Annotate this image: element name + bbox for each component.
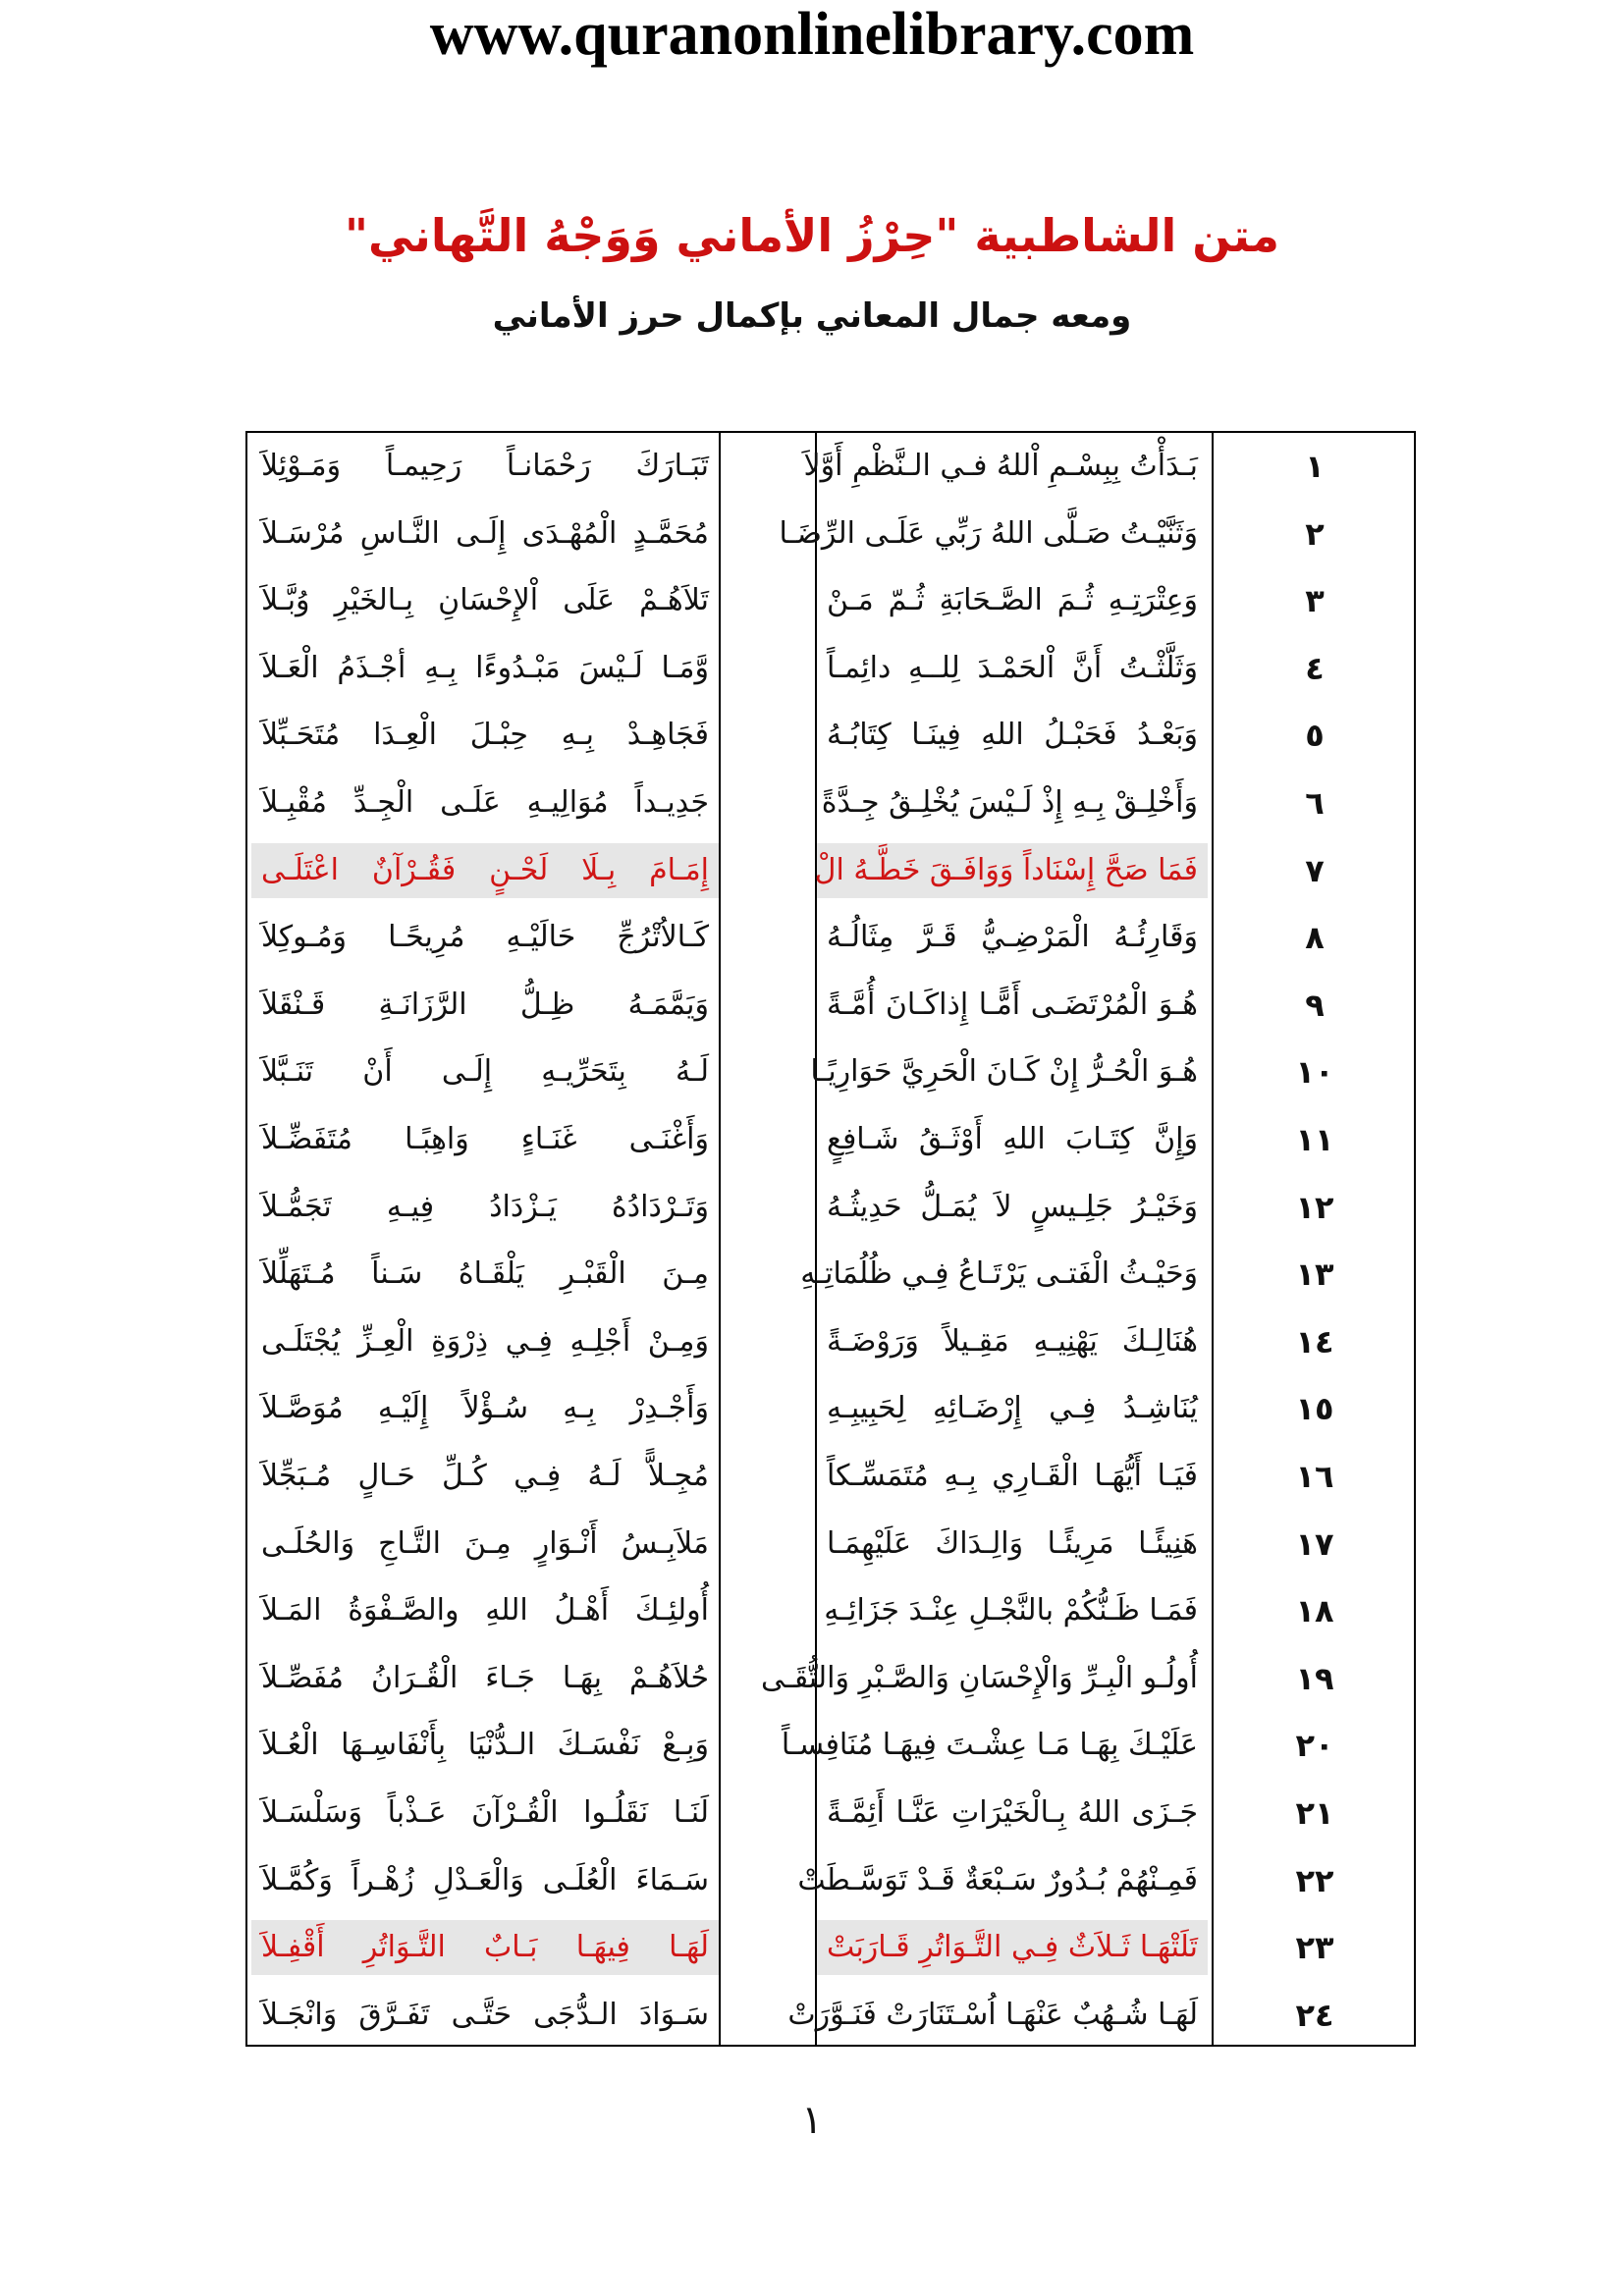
verse-first-hemistich: فَمِـنْهُمْ بُـدُورٌ سَـبْعَةٌ قَـدْ تَوَسَّـطَتْ — [797, 1862, 1198, 1897]
verse-first-hemistich: تَلَتْهَـا ثَـلاَثٌ فِـي التَّـوَاتُرِ قَـارَبَتْ — [817, 1920, 1208, 1975]
verse-row — [247, 1914, 1414, 1982]
verse-second-hemistich: وَمِـنْ أَجْلِـهِ فِـي ذِرْوَةِ الْعِـزِّ يُجْتَلَـى — [261, 1323, 709, 1359]
verse-rows — [247, 433, 1414, 2045]
verse-number: ٢ — [1305, 514, 1325, 553]
verse-number: ١٠ — [1295, 1053, 1334, 1092]
verse-first-hemistich: هَنِيئًـا مَرِيئًـا وَالِـدَاكَ عَلَيْهِمَـا — [827, 1525, 1198, 1561]
verse-first-hemistich: وَخَيْـرُ جَلِـيسٍ لاَ يُمَـلُّ حَدِيثُـهُ — [827, 1189, 1198, 1224]
verse-row — [247, 972, 1414, 1040]
verse-second-hemistich: كَـالاُتْرُجِّ حَالَيْـهِ مُرِيحًـا وَمُـوكِلاَ — [261, 920, 709, 955]
verse-second-hemistich: لَهَـا فِيهَـا بَـابٌ التَّـوَاتُرِ أَقْفِـلاَ — [251, 1920, 719, 1975]
verse-first-hemistich: هُـوَ الْمُرْتَضَـى أَمًّـا إِذاكَـانَ أُمَّـةً — [827, 987, 1198, 1022]
verse-number: ١٦ — [1295, 1458, 1334, 1495]
verse-second-hemistich: وَأَجْـدِرْ بِـهِ سُـؤْلاً إِلَيْـهِ مُوَصَّـلاَ — [261, 1391, 709, 1426]
verse-first-hemistich: فَمَـا ظَـنُّكُمْ بالنَّجْـلِ عِنْـدَ جَزَائِـهِ — [824, 1593, 1198, 1629]
verse-second-hemistich: سَـوَادَ الـدُّجَى حَتَّـى تَفَـرَّقَ وَانْجَـلاَ — [261, 1997, 709, 2032]
verse-number: ١٨ — [1295, 1592, 1334, 1630]
verse-number: ٤ — [1305, 649, 1325, 687]
verse-second-hemistich: تَلاَهُـمْ عَلَى اْلإِحْسَانِ بِـالخَيْرِ وُبَّـلاَ — [261, 583, 709, 618]
verse-number: ٢٠ — [1295, 1727, 1334, 1765]
verse-first-hemistich: عَلَيْـكَ بِهَـا مَـا عِشْـتَ فِيهَـا مُنَافِسـاً — [781, 1728, 1198, 1763]
verse-number: ١٥ — [1295, 1390, 1334, 1428]
verse-number: ١٩ — [1295, 1659, 1334, 1697]
verse-row — [247, 1241, 1414, 1308]
verse-row — [247, 1780, 1414, 1847]
verse-first-hemistich: وَثَلَّثْـتُ أَنَّ اْلحَمْـدَ لِلــهِ دائِمـاً — [827, 650, 1198, 685]
verse-second-hemistich: جَدِيـداً مُوَالِيـهِ عَلَـى الْجِـدِّ مُقْبِـلاَ — [261, 785, 709, 820]
verse-first-hemistich: وَأَخْلِـقْ بِـهِ إِذْ لَـيْسَ يُخْلِـقُ جِـدَّةً — [821, 785, 1198, 820]
verse-second-hemistich: حُلاَهُـمْ بِهَـا جَـاءَ الْقُـرَانُ مُفَصِّـلاَ — [261, 1660, 709, 1695]
verse-row — [247, 770, 1414, 837]
verse-number: ٨ — [1305, 919, 1325, 957]
verse-first-hemistich: جَـزَى اللهُ بِـالْخَيْرَاتِ عَنَّـا أَئِمَّـةً — [827, 1795, 1198, 1830]
verse-row — [247, 1443, 1414, 1511]
verse-number: ٢١ — [1295, 1794, 1334, 1832]
verse-first-hemistich: فَمَا صَحَّ إِسْنَاداً وَوَافَـقَ خَطَّـهُ الْ — [817, 843, 1208, 898]
verse-row — [247, 1511, 1414, 1578]
verse-second-hemistich: مِـنَ الْقَبْـرِ يَلْقَـاهُ سَـناً مُـتَهَلِّلاَ — [261, 1256, 709, 1292]
verse-row — [247, 567, 1414, 635]
verse-first-hemistich: وَحَيْـثُ الْفَتـى يَرْتَـاعُ فِـي ظُلُمَاتِـهِ — [800, 1256, 1198, 1292]
verse-number: ١ — [1305, 448, 1325, 485]
verse-second-hemistich: إِمَـامَ بِـلَا لَحْـنٍ فَقُـرْآنٌ اعْتَلَـى — [251, 843, 719, 898]
verse-first-hemistich: وَبَعْـدُ فَحَبْـلُ اللهِ فِينَـا كِتَابُـهُ — [827, 718, 1198, 753]
verse-row — [247, 1174, 1414, 1242]
verse-number: ٩ — [1305, 986, 1325, 1024]
verse-number: ١٧ — [1295, 1524, 1334, 1563]
verse-second-hemistich: لَـهُ بِتَحَرِّيـهِ إِلَـى أَنْ تَنَـبَّلاَ — [261, 1054, 709, 1090]
poem-table — [245, 431, 1416, 2047]
verse-second-hemistich: وَبِـعْ نَفْسَـكَ الـدُّنْيَا بِأَنْفَاسِـهَا الْعُـلاَ — [261, 1728, 709, 1763]
verse-first-hemistich: هُـوَ الْحُـرُّ إِنْ كَـانَ الْحَرِيَّ حَوَارِيًـا — [810, 1054, 1198, 1090]
verse-number: ٣ — [1305, 582, 1325, 620]
verse-number: ٢٢ — [1295, 1861, 1334, 1899]
verse-first-hemistich: هُنَالِـكَ يَهْنِيـهِ مَقِـيلاً وَرَوْضَـةً — [827, 1323, 1198, 1359]
verse-row — [247, 1847, 1414, 1915]
verse-second-hemistich: سَـمَاءَ الْعُلَـى وَالْعَـدْلِ زُهْـراً وَكُمَّـلاَ — [261, 1862, 709, 1897]
verse-first-hemistich: لَهَـا شُـهُبٌ عَنْهَـا اُسْـتَنَارَتْ فَنَـوَّرَتْ — [787, 1997, 1198, 2032]
verse-number: ٢٤ — [1295, 1996, 1334, 2034]
verse-number: ١٤ — [1295, 1322, 1334, 1361]
verse-number: ٧ — [1305, 851, 1325, 889]
verse-row — [247, 1375, 1414, 1443]
page-title: متن الشاطبية "حِرْزُ الأماني وَوَجْهُ التَّهاني" — [345, 209, 1279, 262]
verse-row — [247, 1577, 1414, 1645]
verse-second-hemistich: وَيَمَّمَـهُ ظِـلُّ الرَّزَانَـةِ قَـنْقَلاَ — [261, 987, 709, 1022]
verse-second-hemistich: وَّمَـا لَـيْسَ مَبْـدُوءًا بِـهِ أجْـذَمُ الْعَـلاَ — [261, 650, 709, 685]
verse-number: ١٣ — [1295, 1255, 1334, 1294]
verse-row — [247, 702, 1414, 770]
verse-first-hemistich: وَإِنَّ كِتَـابَ اللهِ أَوْثَـقُ شَـافِعٍ — [827, 1122, 1198, 1156]
verse-row — [247, 904, 1414, 972]
verse-number: ٦ — [1305, 784, 1325, 822]
verse-row — [247, 1982, 1414, 2050]
page-number: ١ — [801, 2098, 823, 2143]
verse-second-hemistich: وَتَـرْدَادُهُ يَـزْدَادُ فِيـهِ تَجَمُّـلاَ — [261, 1189, 709, 1224]
verse-row — [247, 501, 1414, 568]
verse-first-hemistich: وَثَنَّيْـتُ صَـلَّى اللهُ رَبِّي عَلَـى الرِّضَـا — [779, 515, 1198, 551]
page-subtitle: ومعه جمال المعاني بإكمال حرز الأماني — [492, 296, 1132, 336]
verse-first-hemistich: وَقَارِئُـهُ الْمَرْضِـيُّ قَـرَّ مِثَالُـهُ — [827, 920, 1198, 955]
verse-row — [247, 1039, 1414, 1106]
verse-first-hemistich: بَـدَأْتُ بِبِسْـمِ اْللهُ فـي الـنَّظْمِ أَوَّلاَ — [803, 449, 1198, 483]
verse-second-hemistich: مُحَمَّـدٍ الْمُهْـدَى إِلَـى النَّـاسِ مُرْسَـلاَ — [261, 515, 709, 551]
verse-second-hemistich: مُجِـلاًّ لَـهُ فِـي كُـلِّ حَـالٍ مُـبَجِّلاَ — [261, 1459, 709, 1493]
verse-second-hemistich: تَبَـارَكَ رَحْمَانـاً رَحِيمـاً وَمَـوْئِلاَ — [261, 449, 709, 483]
verse-number: ١١ — [1295, 1121, 1334, 1158]
verse-first-hemistich: أُولُـو الْبِـرِّ وَالْإِحْسَانِ وَالصَّـبْرِ وَالتُّقَـى — [760, 1660, 1198, 1695]
verse-number: ٥ — [1305, 717, 1325, 755]
verse-first-hemistich: يُنَاشِـدُ فِـي إِرْضَـائِهِ لِحَبِيبِـهِ — [827, 1391, 1198, 1426]
verse-row — [247, 837, 1414, 905]
verse-row — [247, 433, 1414, 501]
verse-number: ١٢ — [1295, 1188, 1334, 1226]
verse-second-hemistich: فَجَاهِـدْ بِـهِ حِبْـلَ الْعِـدَا مُتَحَـبِّلاَ — [261, 718, 709, 753]
verse-first-hemistich: فَيَـا أَيُّهَـا الْقَـارِي بِـهِ مُتَمَسِّـكاً — [827, 1459, 1198, 1493]
verse-second-hemistich: مَلاَبِـسُ أَنْـوَارٍ مِـنَ التَّـاجِ وَالحُلَـى — [261, 1525, 709, 1561]
verse-second-hemistich: وَأَغْنَـى غَنَـاءٍ وَاهِبًـا مُتَفَضِّـلاَ — [261, 1122, 709, 1156]
verse-row — [247, 635, 1414, 703]
verse-row — [247, 1106, 1414, 1174]
verse-row — [247, 1712, 1414, 1780]
verse-number: ٢٣ — [1295, 1929, 1334, 1967]
verse-second-hemistich: لَنَـا نَقَلُـوا الْقُـرْآنَ عَـذْباً وَسَلْسَـلاَ — [261, 1795, 709, 1830]
verse-first-hemistich: وَعِتْرَتِـهِ ثُـمَ الصَّـحَابَةِ ثُـمّ مَـنْ — [827, 583, 1198, 618]
site-url: www.quranonlinelibrary.com — [429, 1, 1195, 68]
verse-row — [247, 1308, 1414, 1376]
verse-second-hemistich: أُولئِـكَ أَهْـلُ اللهِ والصَّـفْوَةُ المَـلاَ — [261, 1593, 709, 1629]
verse-row — [247, 1645, 1414, 1713]
